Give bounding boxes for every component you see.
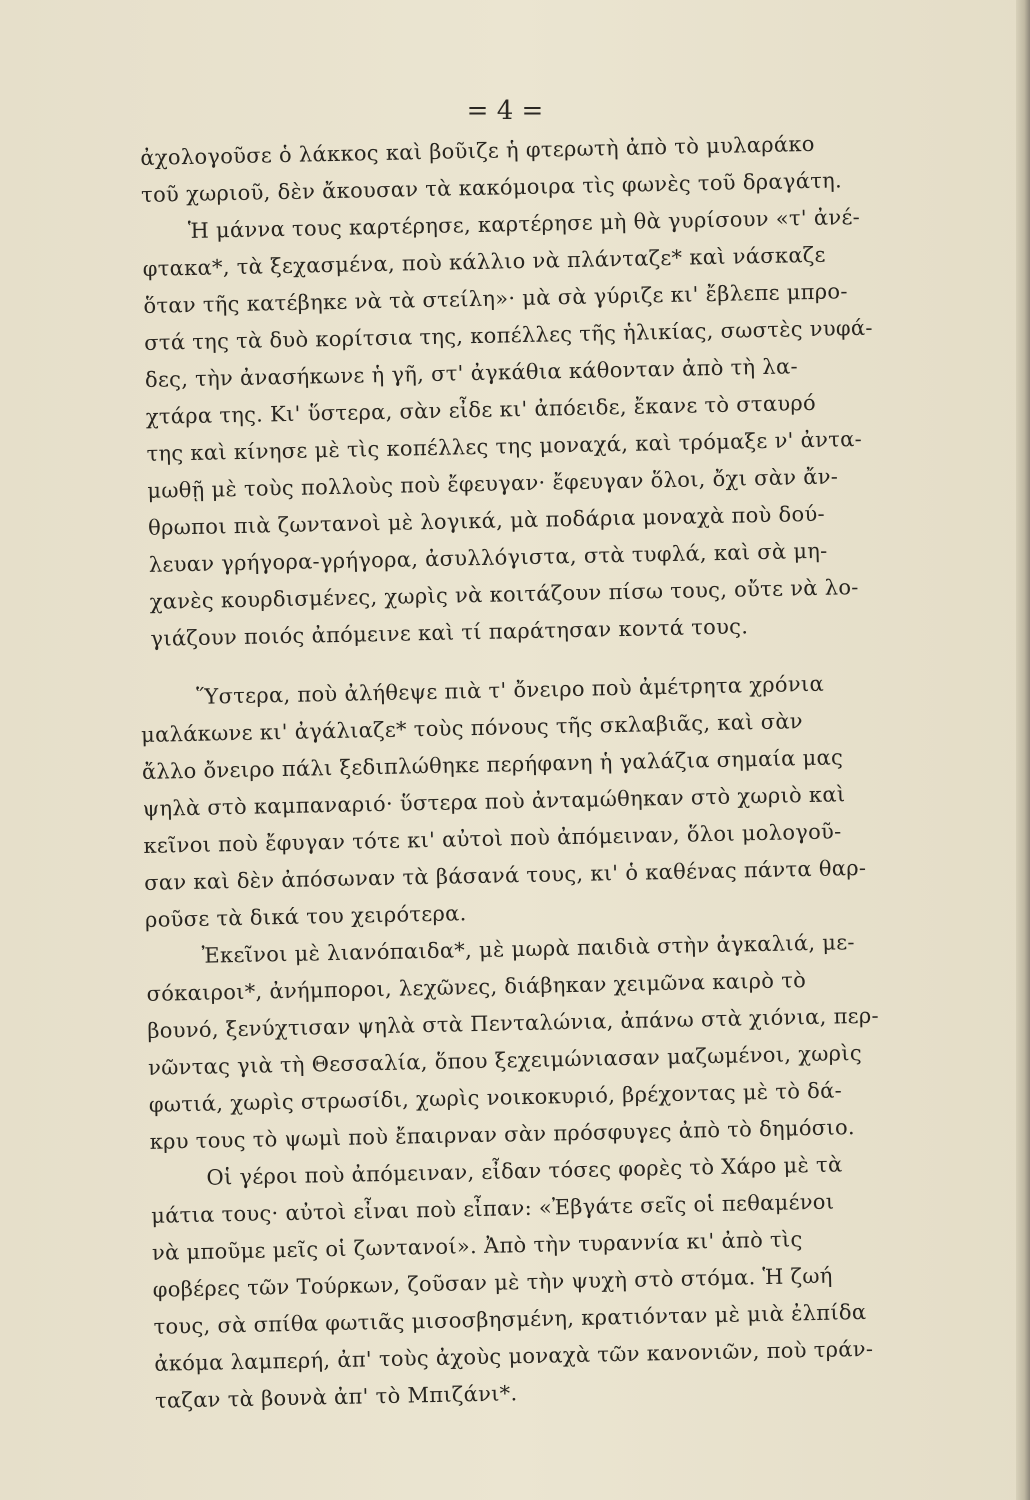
text-line: τους, σὰ σπίθα φωτιᾶς μισοσβησμένη, κρατιόνταν μὲ μιὰ ἐλπίδα bbox=[153, 1299, 867, 1339]
text-line: ταζαν τὰ βουνὰ ἀπ' τὸ Μπιζάνι*. bbox=[154, 1381, 518, 1413]
text-line: γιάζουν ποιός ἀπόμεινε καὶ τί παράτησαν κοντά τους. bbox=[150, 614, 749, 651]
text-line: νὰ μποῦμε μεῖς οἱ ζωντανοί». Ἀπὸ τὴν τυραννία κι' ἀπὸ τὶς bbox=[151, 1227, 803, 1265]
text-line: ἄλλο ὄνειρο πάλι ξεδιπλώθηκε περήφανη ἡ γαλάζια σημαία μας bbox=[141, 745, 844, 784]
text-line: Οἱ γέροι ποὺ ἀπόμειναν, εἶδαν τόσες φορὲς τὸ Χάρο μὲ τὰ bbox=[206, 1152, 843, 1190]
text-block-top bbox=[140, 124, 921, 658]
text-line: Ἡ μάννα τους καρτέρησε, καρτέρησε μὴ θὰ γυρίσουν «τ' ἀνέ- bbox=[187, 204, 861, 244]
text-line: ἀκόμα λαμπερή, ἀπ' τοὺς ἀχοὺς μοναχὰ τῶν κανονιῶν, ποὺ τράν- bbox=[154, 1336, 874, 1376]
text-line: Ἐκεῖνοι μὲ λιανόπαιδα*, μὲ μωρὰ παιδιὰ στὴν ἀγκαλιά, με- bbox=[201, 930, 856, 968]
text-line: μωθῇ μὲ τοὺς πολλοὺς ποὺ ἔφευγαν· ἔφευγαν ὅλοι, ὄχι σὰν ἄν- bbox=[147, 464, 839, 503]
text-line: κρυ τους τὸ ψωμὶ ποὺ ἔπαιρναν σὰν πρόσφυγες ἀπὸ τὸ δημόσιο. bbox=[149, 1115, 856, 1154]
text-line: ἀχολογοῦσε ὁ λάκκος καὶ βοῦιζε ἡ φτερωτὴ ἀπὸ τὸ μυλαράκο bbox=[140, 131, 815, 170]
text-line: χανὲς κουρδισμένες, χωρὶς νὰ κοιτάζουν πίσω τους, οὔτε νὰ λο- bbox=[149, 575, 859, 614]
text-line: τοῦ χωριοῦ, δὲν ἄκουσαν τὰ κακόμοιρα τὶς φωνὲς τοῦ δραγάτη. bbox=[140, 168, 843, 207]
text-line: φωτιά, χωρὶς στρωσίδι, χωρὶς νοικοκυριό, βρέχοντας μὲ τὸ δά- bbox=[148, 1078, 843, 1117]
page-number: = 4 = bbox=[466, 96, 544, 126]
text-line: κεῖνοι ποὺ ἔφυγαν τότε κι' αὐτοὶ ποὺ ἀπόμειναν, ὅλοι μολογοῦ- bbox=[143, 819, 842, 858]
text-line: λευαν γρήγορα-γρήγορα, ἀσυλλόγιστα, στὰ τυφλά, καὶ σὰ μη- bbox=[148, 538, 828, 577]
text-line: ροῦσε τὰ δικά του χειρότερα. bbox=[144, 901, 467, 932]
text-block-bottom bbox=[140, 664, 925, 1420]
text-line: μαλάκωνε κι' ἀγάλιαζε* τοὺς πόνους τῆς σκλαβιᾶς, καὶ σὰν bbox=[140, 709, 804, 747]
text-line: ὅταν τῆς κατέβηκε νὰ τὰ στείλη»· μὰ σὰ γύριζε κι' ἔβλεπε μπρο- bbox=[143, 279, 848, 318]
page-edge bbox=[1016, 0, 1030, 1500]
text-line: θρωποι πιὰ ζωντανοὶ μὲ λογικά, μὰ ποδάρια μοναχὰ ποὺ δού- bbox=[147, 501, 826, 540]
text-line: νῶντας γιὰ τὴ Θεσσαλία, ὅπου ξεχειμώνιασαν μαζωμένοι, χωρὶς bbox=[147, 1040, 863, 1080]
text-line: Ὕστερα, ποὺ ἀλήθεψε πιὰ τ' ὄνειρο ποὺ ἀμέτρητα χρόνια bbox=[196, 671, 825, 709]
text-line: ψηλὰ στὸ καμπαναριό· ὕστερα ποὺ ἀνταμώθηκαν στὸ χωριὸ καὶ bbox=[142, 782, 846, 821]
text-line: βουνό, ξενύχτισαν ψηλὰ στὰ Πενταλώνια, ἀπάνω στὰ χιόνια, περ- bbox=[147, 1003, 880, 1043]
text-line: χτάρα της. Κι' ὕστερα, σὰν εἶδε κι' ἀπόειδε, ἔκανε τὸ σταυρό bbox=[145, 390, 817, 429]
text-line: δες, τὴν ἀνασήκωνε ἡ γῆ, στ' ἀγκάθια κάθονταν ἀπὸ τὴ λα- bbox=[144, 354, 799, 392]
text-line: σόκαιροι*, ἀνήμποροι, λεχῶνες, διάβηκαν χειμῶνα καιρὸ τὸ bbox=[146, 968, 807, 1006]
text-line: σαν καὶ δὲν ἀπόσωναν τὰ βάσανά τους, κι' ὁ καθένας πάντα θαρ- bbox=[144, 855, 867, 895]
text-line: της καὶ κίνησε μὲ τὶς κοπέλλες της μοναχά, καὶ τρόμαξε ν' ἀντα- bbox=[146, 426, 863, 466]
text-line: φοβέρες τῶν Τούρκων, ζοῦσαν μὲ τὴν ψυχὴ στὸ στόμα. Ἡ ζωή bbox=[152, 1263, 833, 1302]
text-line: στά της τὰ δυὸ κορίτσια της, κοπέλλες τῆς ἡλικίας, σωστὲς νυφά- bbox=[144, 315, 874, 355]
text-line: μάτια τους· αὐτοὶ εἶναι ποὺ εἶπαν: «Ἐβγάτε σεῖς οἱ πεθαμένοι bbox=[150, 1189, 835, 1228]
text-line: φτακα*, τὰ ξεχασμένα, ποὺ κάλλιο νὰ πλάνταζε* καὶ νάσκαζε bbox=[142, 242, 826, 281]
